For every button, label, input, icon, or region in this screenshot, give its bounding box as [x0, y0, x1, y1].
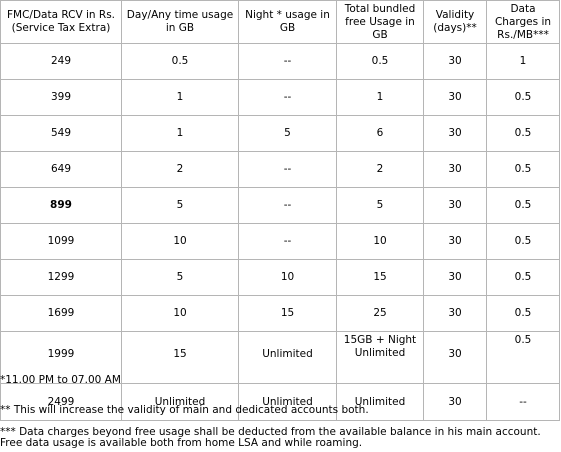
table-cell: --: [239, 80, 337, 116]
table-cell: 1: [122, 80, 239, 116]
table-row: [1, 44, 560, 80]
table-cell: 0.5: [487, 152, 560, 188]
table-cell: 1699: [1, 296, 122, 332]
table-cell: Unlimited: [122, 384, 239, 421]
table-header-row: [1, 1, 560, 44]
table-cell: 10: [122, 224, 239, 260]
table-cell: 0.5: [487, 80, 560, 116]
table-cell: 0.5: [487, 296, 560, 332]
table-cell: --: [239, 44, 337, 80]
table-cell: 0.5: [122, 44, 239, 80]
table-cell: 15: [122, 332, 239, 384]
table-cell: 5: [122, 188, 239, 224]
table-cell: 649: [1, 152, 122, 188]
header-cell: FMC/Data RCV in Rs.(Service Tax Extra): [1, 1, 122, 44]
table-cell: 10: [239, 260, 337, 296]
table-cell: 15: [337, 260, 424, 296]
footnote-validity: ** This will increase the validity of main and dedicated accounts both.: [0, 404, 369, 416]
table-cell: 1999: [1, 332, 122, 384]
header-cell: Day/Any time usage in GB: [122, 1, 239, 44]
table-cell: 15GB + Night Unlimited: [337, 332, 424, 384]
table-cell: --: [239, 188, 337, 224]
table-cell: 0.5: [487, 332, 560, 384]
table-cell: 25: [337, 296, 424, 332]
footnote-night-hours: *11.00 PM to 07.00 AM: [0, 374, 121, 386]
table-cell: 6: [337, 116, 424, 152]
table-cell: Unlimited: [239, 332, 337, 384]
table-cell: 399: [1, 80, 122, 116]
table-cell: Unlimited: [337, 384, 424, 421]
table-row: [1, 116, 560, 152]
table-cell: 0.5: [487, 260, 560, 296]
table-cell: Unlimited: [239, 384, 337, 421]
table-cell: 30: [424, 296, 487, 332]
header-cell: Night * usage in GB: [239, 1, 337, 44]
table-cell: 1: [122, 116, 239, 152]
table-cell: 30: [424, 332, 487, 384]
table-cell: 249: [1, 44, 122, 80]
table-row: [1, 260, 560, 296]
table-cell: 30: [424, 116, 487, 152]
table-cell: 5: [122, 260, 239, 296]
table-row: [1, 188, 560, 224]
table-cell: 899: [1, 188, 122, 224]
table-row: [1, 296, 560, 332]
table-cell: 1: [487, 44, 560, 80]
table-cell: 30: [424, 152, 487, 188]
table-cell: 1099: [1, 224, 122, 260]
header-cell: Data Charges in Rs./MB***: [487, 1, 560, 44]
table-cell: 10: [122, 296, 239, 332]
table-cell: 1299: [1, 260, 122, 296]
table-cell: 30: [424, 80, 487, 116]
table-cell: 1: [337, 80, 424, 116]
table-cell: 2499: [1, 384, 122, 421]
table-cell: --: [239, 224, 337, 260]
table-cell: 30: [424, 188, 487, 224]
table-cell: 2: [122, 152, 239, 188]
table-cell: 0.5: [487, 188, 560, 224]
table-cell: 0.5: [487, 224, 560, 260]
table-cell: --: [487, 384, 560, 421]
table-cell: 549: [1, 116, 122, 152]
table-cell: 0.5: [337, 44, 424, 80]
table-cell: 30: [424, 384, 487, 421]
header-cell: Validity (days)**: [424, 1, 487, 44]
table-row: [1, 152, 560, 188]
table-cell: 0.5: [487, 116, 560, 152]
table-cell: 30: [424, 44, 487, 80]
table-cell: 5: [239, 116, 337, 152]
footnote-data-charges: *** Data charges beyond free usage shall be deducted from the available balance in his main account. Free data usage is available both from home LSA and while roaming.: [0, 426, 541, 449]
table-cell: --: [239, 152, 337, 188]
table-cell: 30: [424, 260, 487, 296]
table-cell: 30: [424, 224, 487, 260]
header-cell: Total bundled free Usage in GB: [337, 1, 424, 44]
table-cell: 15: [239, 296, 337, 332]
table-row: [1, 80, 560, 116]
table-cell: 10: [337, 224, 424, 260]
table-row: [1, 224, 560, 260]
table-cell: 5: [337, 188, 424, 224]
table-cell: 2: [337, 152, 424, 188]
